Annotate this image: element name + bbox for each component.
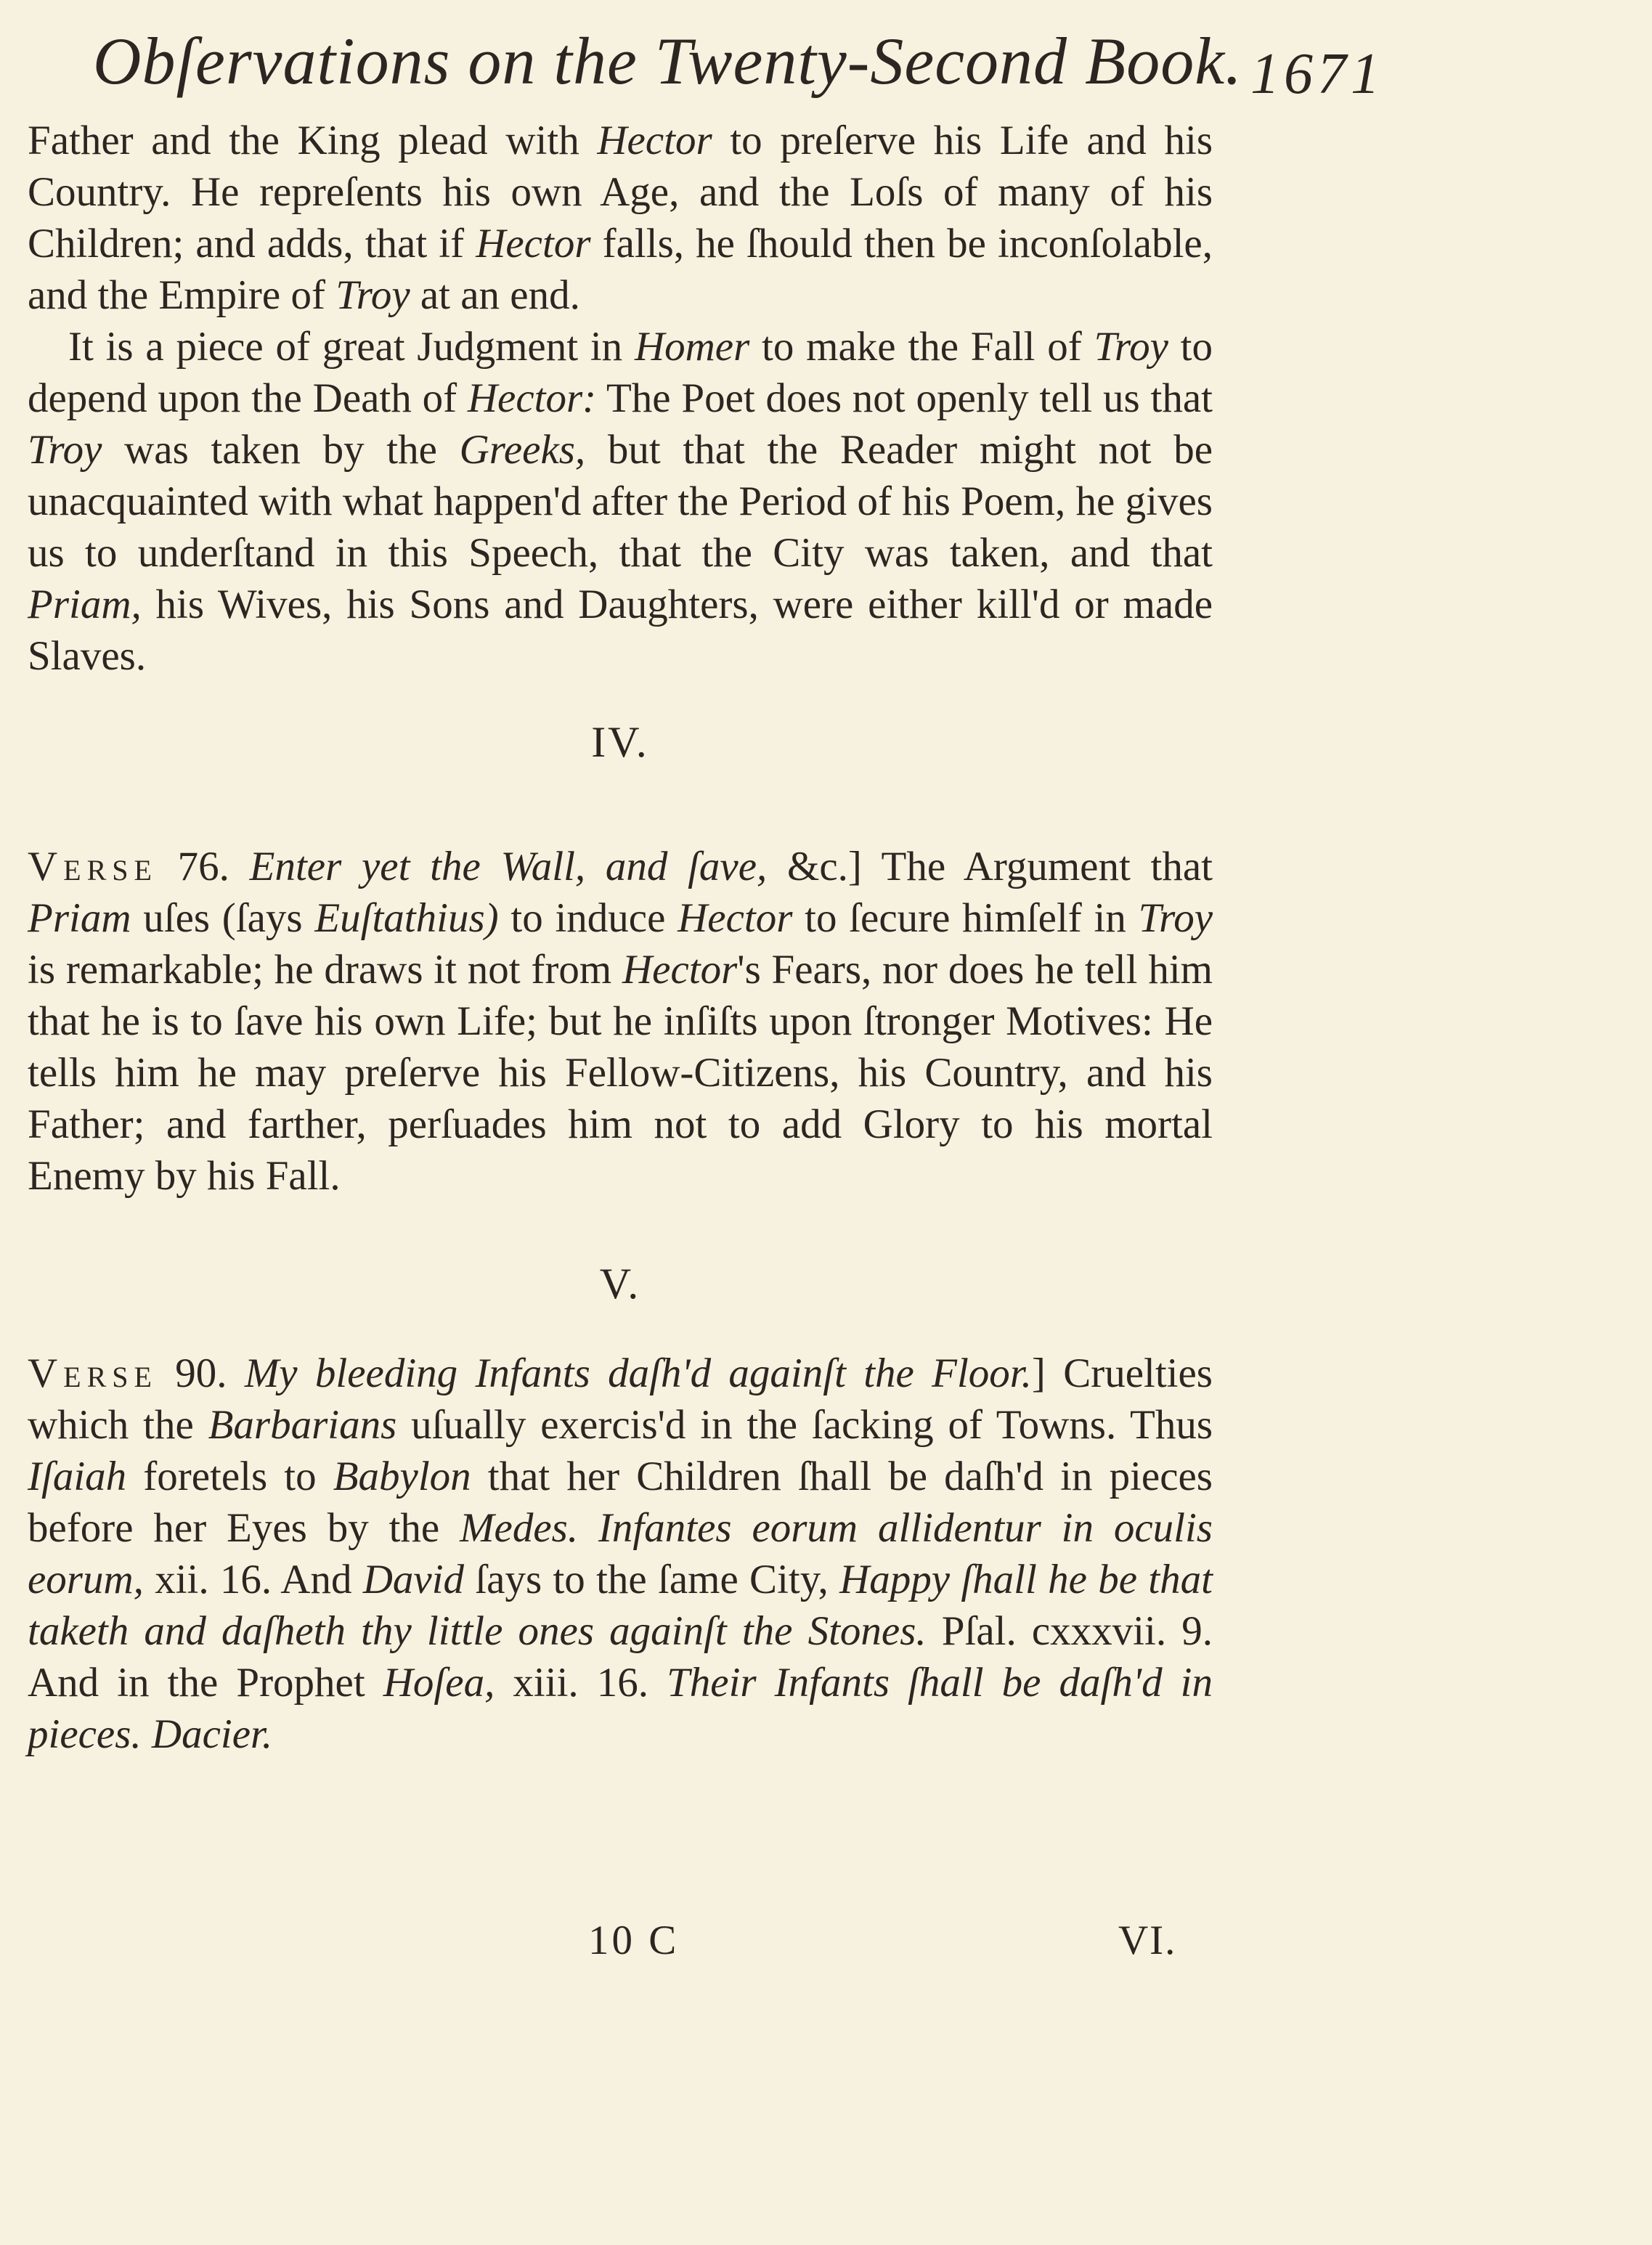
text-run: to make the Fall of: [749, 324, 1094, 370]
text-run: xiii. 16.: [495, 1660, 667, 1706]
italic-run: Hector: [597, 118, 712, 163]
italic-run: Hector: [622, 947, 738, 993]
text-run: ſays to the ſame City,: [464, 1557, 840, 1602]
italic-run: Babylon: [333, 1454, 471, 1499]
italic-run: Hector: [476, 221, 591, 266]
text-run: to ſecure himſelf in: [792, 895, 1139, 941]
catchword: VI.: [1118, 1918, 1177, 1963]
section-heading-iv: IV.: [591, 718, 649, 766]
italic-run: Homer: [634, 324, 750, 370]
italic-run: Infantes eorum allidentur in oculis eorum,: [28, 1505, 1213, 1602]
italic-run: Troy: [1138, 895, 1213, 941]
paragraph-troy-fall: [28, 321, 1213, 682]
italic-run: Troy: [28, 427, 102, 473]
text-run: to induce: [498, 895, 678, 941]
text-run: to depend upon the Death of: [28, 324, 1213, 421]
italic-run: Happy ſhall he be that taketh and daſheth thy little ones againſt the Stones.: [28, 1557, 1213, 1654]
italic-run: Iſaiah: [28, 1454, 127, 1499]
text-run: It is a piece of great Judgment in: [68, 324, 635, 370]
italic-run: Hoſea,: [383, 1660, 495, 1706]
italic-run: Priam: [28, 895, 131, 941]
text-run: uſually exercis'd in the ſacking of Towns. Thus: [396, 1402, 1213, 1448]
italic-run: Troy: [1094, 324, 1168, 370]
italic-run: Their Infants ſhall be daſh'd in pieces.: [28, 1660, 1213, 1757]
body-text: [28, 115, 1213, 1760]
text-run: [578, 1505, 598, 1551]
italic-run: Priam,: [28, 582, 142, 627]
text-run: at an end.: [410, 272, 580, 318]
verse-label: Verse: [28, 1350, 158, 1396]
text-run: but that the Reader might not be unacquainted with what happen'd after the Period of his Poem, he gives us to underſtand in this Speech, that the City was taken, and that: [28, 427, 1213, 576]
italic-run: Dacier.: [151, 1711, 273, 1757]
text-run: foretels to: [126, 1454, 333, 1499]
text-run: 76.: [157, 844, 250, 889]
text-run: that her Children ſhall be daſh'd in pieces before her Eyes by the: [28, 1454, 1213, 1551]
italic-run: Hector:: [467, 375, 597, 421]
text-run: Pſal. cxxxvii. 9. And in the Prophet: [28, 1608, 1213, 1706]
paragraph-continuation: [28, 115, 1213, 321]
running-title: Obſervations on the Twenty-Second Book.: [93, 24, 1243, 98]
italic-run: Troy: [335, 272, 410, 318]
section-heading-v: V.: [599, 1260, 641, 1308]
signature-mark: 10 C: [588, 1918, 680, 1963]
text-run: uſes (ſays: [131, 895, 315, 941]
italic-run: My bleeding Infants daſh'd againſt the Floor.: [244, 1350, 1032, 1396]
paragraph-verse-76: [28, 841, 1213, 1202]
paragraph-verse-90: [28, 1348, 1213, 1760]
text-run: &c.] The Argument that: [767, 844, 1213, 889]
text-run: xii. 16. And: [143, 1557, 363, 1602]
text-run: Father and the King plead with: [28, 118, 598, 163]
italic-run: Barbarians: [208, 1402, 397, 1448]
text-run: 90.: [157, 1350, 245, 1396]
text-run: is remarkable; he draws it not from: [28, 947, 623, 993]
italic-run: David: [362, 1557, 465, 1602]
text-run: The Poet does not openly tell us that: [596, 375, 1213, 421]
text-run: 's Fears, nor does he tell him that he is to ſave his own Life; but he inſiſts upon ſtronger Motives: He tells him he may preſerve his Fellow-Citizens, his Country, and his Father; and farther, perſuades him not to add Glory to his mortal Enemy by his Fall.: [28, 947, 1213, 1199]
text-run: was taken by the: [102, 427, 460, 473]
running-head: [87, 22, 1394, 123]
page-number: 1671: [1250, 42, 1384, 106]
text-run: to preſerve his Life and his Country. He repreſents his own Age, and the Loſs of many of his Children; and adds, that if: [28, 118, 1213, 266]
text-run: ] Cruelties which the: [28, 1350, 1213, 1448]
italic-run: Euſtathius): [314, 895, 499, 941]
italic-run: Medes.: [460, 1505, 579, 1551]
italic-run: Hector: [678, 895, 793, 941]
text-run: [142, 1711, 152, 1757]
italic-run: Greeks,: [459, 427, 586, 473]
verse-label: Verse: [28, 844, 158, 889]
italic-run: Enter yet the Wall, and ſave,: [249, 844, 768, 889]
text-run: falls, he ſhould then be inconſolable, and the Empire of: [28, 221, 1213, 318]
text-run: his Wives, his Sons and Daughters, were either kill'd or made Slaves.: [28, 582, 1213, 679]
